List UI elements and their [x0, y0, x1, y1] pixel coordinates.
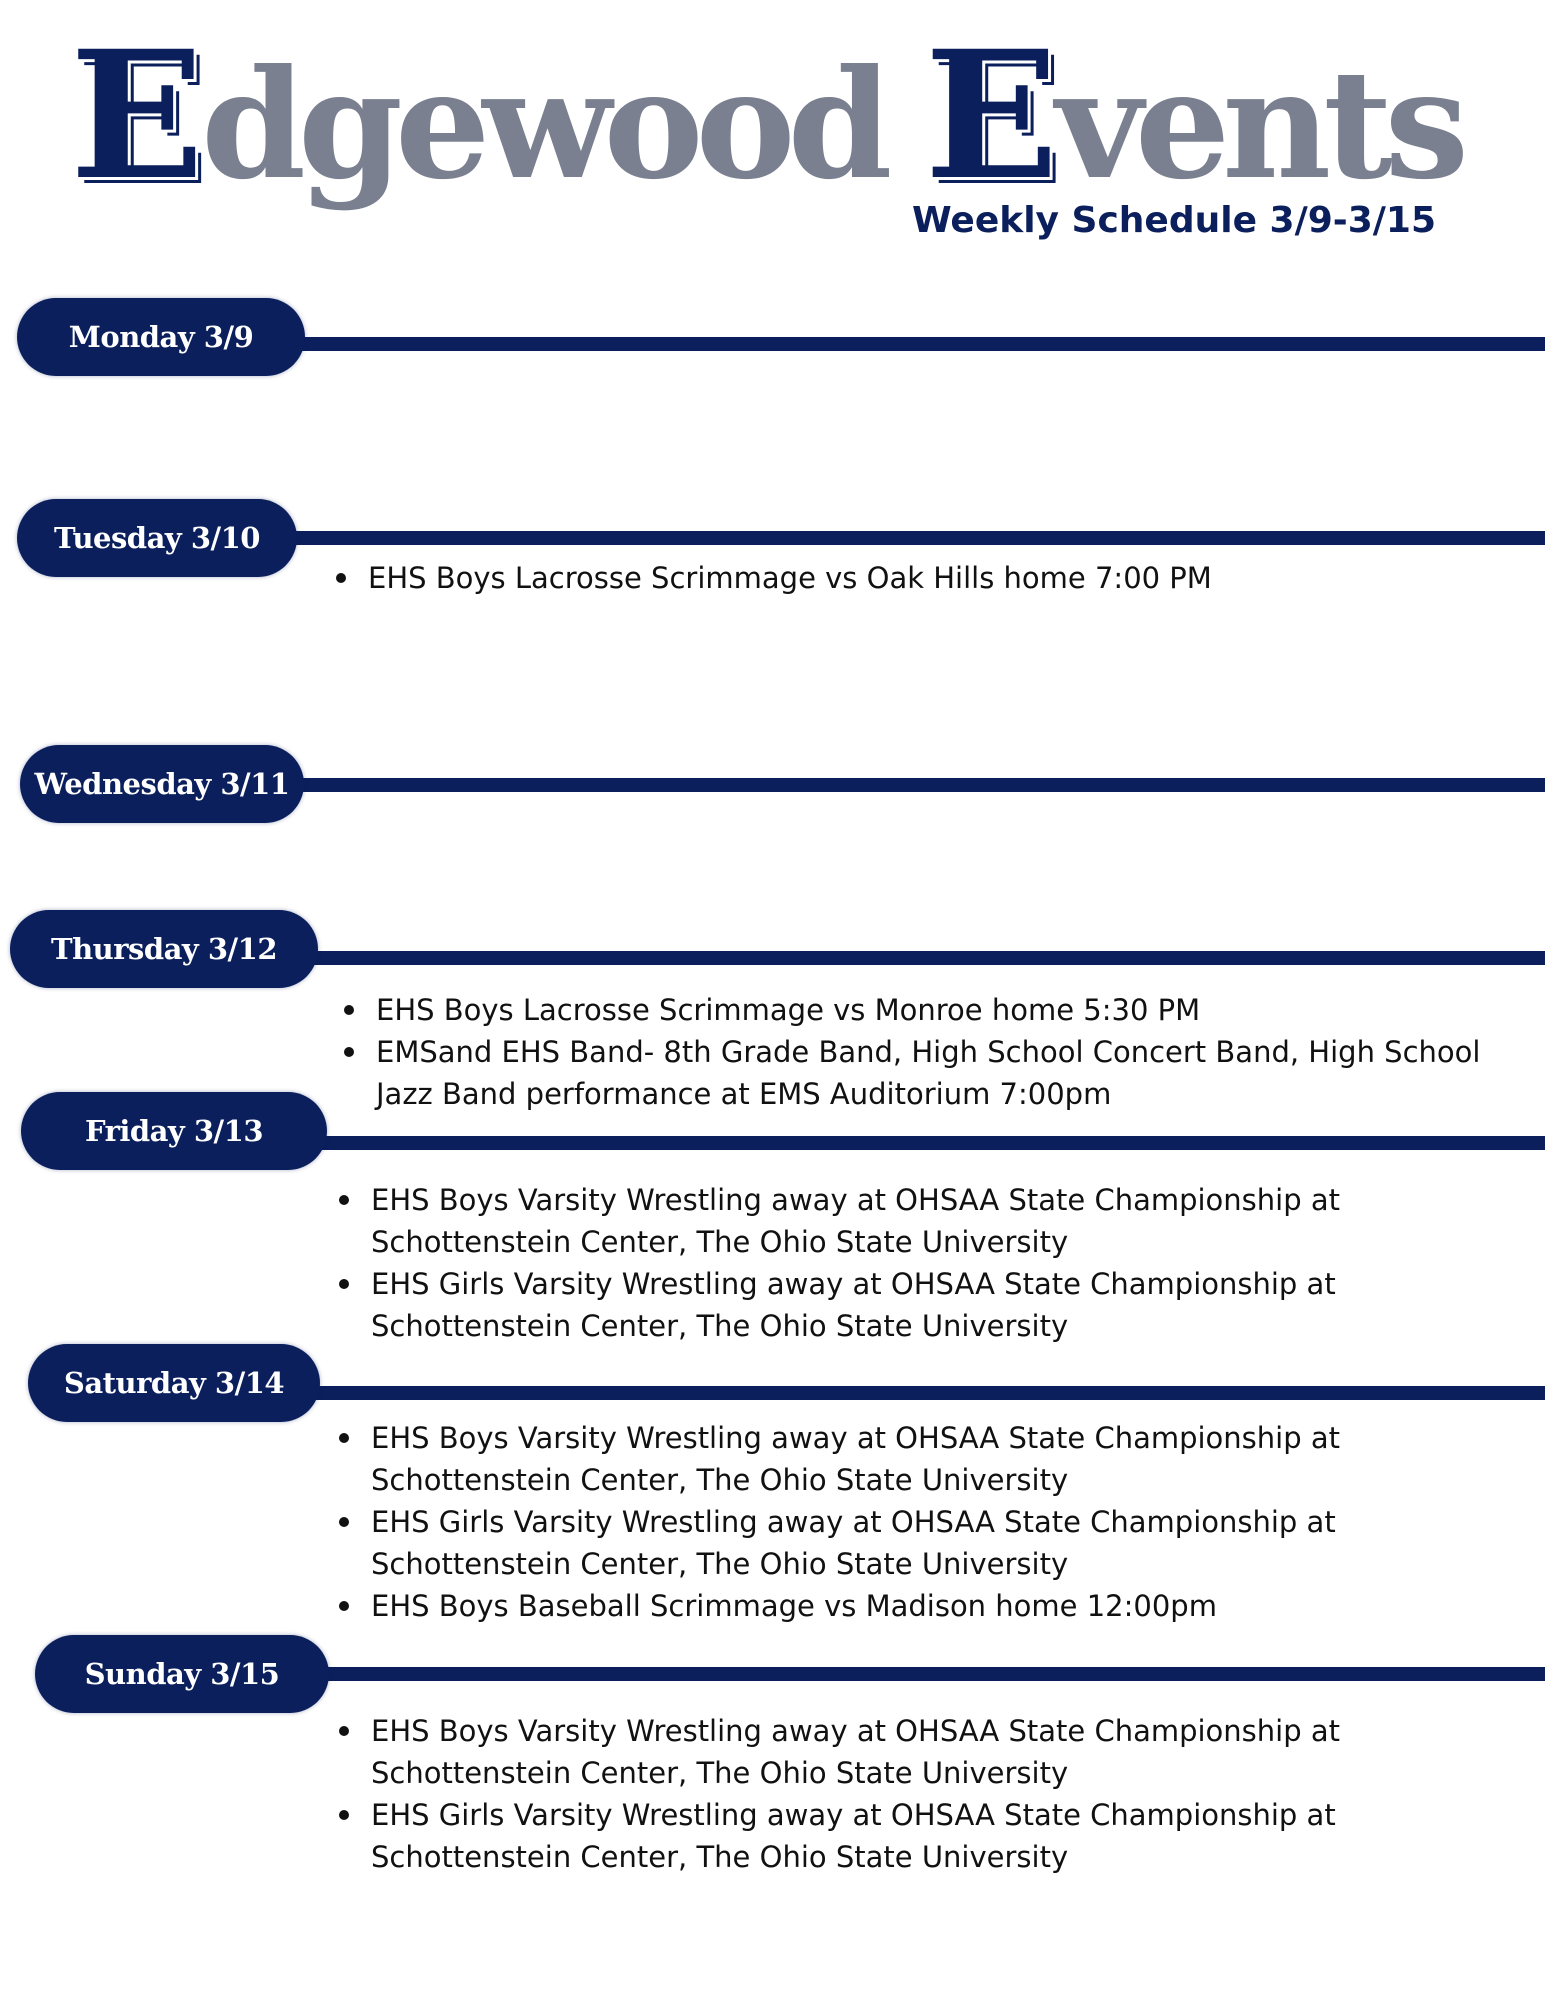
title-word-events: vents [1055, 37, 1462, 213]
event-item: EHS Girls Varsity Wrestling away at OHSAA State Championship at Schottenstein Center, The Ohio State University [333, 1501, 1363, 1585]
event-list-sunday [333, 1710, 1363, 1878]
event-item: EHS Boys Lacrosse Scrimmage vs Oak Hills home 7:00 PM [330, 557, 1480, 599]
page-title [70, 12, 1490, 228]
day-label-sunday: Sunday 3/15 [35, 1635, 329, 1713]
day-label-friday: Friday 3/13 [21, 1092, 327, 1170]
event-item: EHS Boys Varsity Wrestling away at OHSAA State Championship at Schottenstein Center, The Ohio State University [333, 1417, 1363, 1501]
day-label-thursday: Thursday 3/12 [10, 910, 318, 988]
event-item: EHS Girls Varsity Wrestling away at OHSAA State Championship at Schottenstein Center, The Ohio State University [333, 1263, 1363, 1347]
day-label-wednesday: Wednesday 3/11 [20, 745, 304, 823]
event-item: EHS Girls Varsity Wrestling away at OHSAA State Championship at Schottenstein Center, The Ohio State University [333, 1794, 1363, 1878]
event-item: EHS Boys Varsity Wrestling away at OHSAA State Championship at Schottenstein Center, The Ohio State University [333, 1710, 1363, 1794]
event-item: EHS Boys Lacrosse Scrimmage vs Monroe home 5:30 PM [338, 989, 1498, 1031]
day-label-monday: Monday 3/9 [17, 298, 305, 376]
event-item: EHS Boys Varsity Wrestling away at OHSAA State Championship at Schottenstein Center, The Ohio State University [333, 1179, 1363, 1263]
day-divider-saturday [250, 1386, 1545, 1400]
day-label-saturday: Saturday 3/14 [28, 1344, 320, 1422]
event-item: EHS Boys Baseball Scrimmage vs Madison home 12:00pm [333, 1585, 1363, 1627]
event-list-tuesday [330, 557, 1480, 599]
day-divider-sunday [250, 1667, 1545, 1681]
event-item: EMSand EHS Band- 8th Grade Band, High School Concert Band, High School Jazz Band performance at EMS Auditorium 7:00pm [338, 1031, 1498, 1115]
day-divider-friday [250, 1136, 1545, 1150]
day-divider-wednesday [230, 778, 1545, 792]
day-divider-tuesday [225, 531, 1545, 545]
event-list-saturday [333, 1417, 1363, 1627]
title-word-edgewood: dgewood [201, 37, 885, 213]
event-list-friday [333, 1179, 1363, 1347]
event-list-thursday [338, 989, 1498, 1115]
day-divider-monday [230, 337, 1545, 351]
day-divider-thursday [240, 951, 1545, 965]
title-initial-e-2: E [924, 12, 1056, 219]
day-label-tuesday: Tuesday 3/10 [17, 499, 297, 577]
schedule-subtitle: Weekly Schedule 3/9-3/15 [912, 200, 1437, 241]
title-initial-e: E [70, 12, 202, 219]
